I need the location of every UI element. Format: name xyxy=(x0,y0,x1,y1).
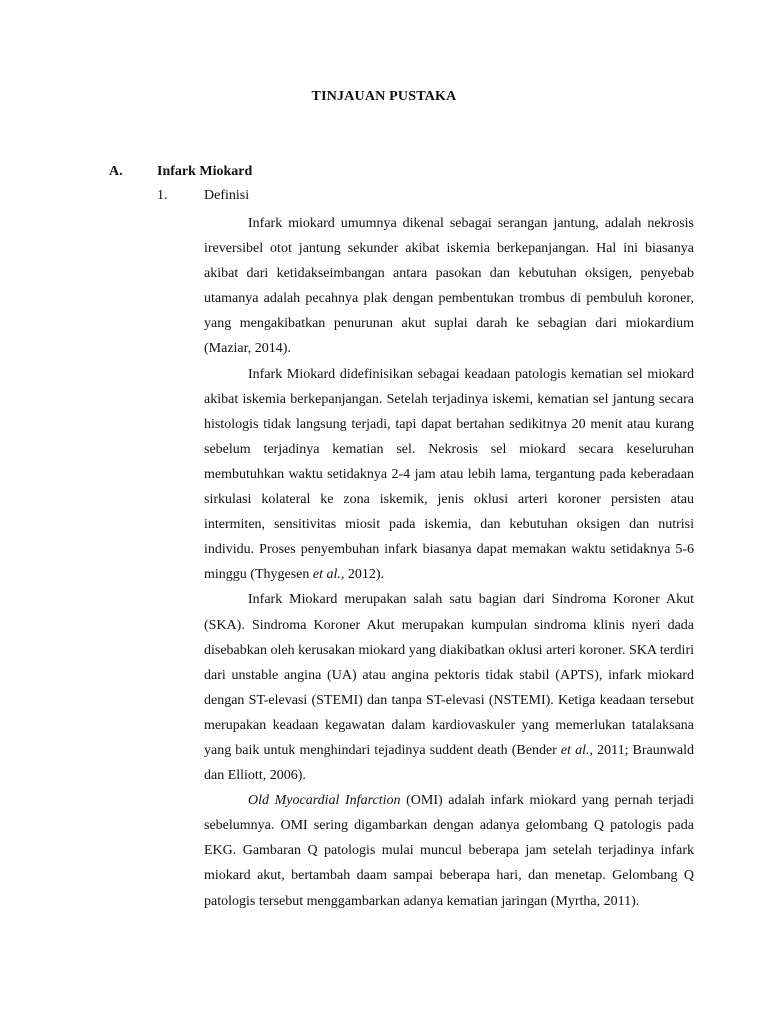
paragraph-omi xyxy=(204,788,694,913)
body-text xyxy=(204,211,694,914)
italic-term: Old Myocardial Infarction xyxy=(248,793,401,809)
paragraph-text: Infark Miokard didefinisikan sebagai keadaan patologis kematian sel miokard akibat iskemia berkepanjangan. Setelah terjadinya iskemi, kematian sel jantung secara histologis tidak langsung terjadi, tapi dapat bertahan sedikitnya 20 menit atau kurang sebelum terjadinya kematian sel. Nekrosis sel miokard secara keseluruhan membutuhkan waktu setidaknya 2-4 jam atau lebih lama, tergantung pada keberadaan sirkulasi kolateral ke zona iskemik, jenis oklusi arteri koroner persisten atau intermiten, sensitivitas miosit pada iskemia, dan kebutuhan oksigen dan nutrisi individu. Proses penyembuhan infark biasanya dapat memakan waktu setidaknya 5-6 minggu (Thygesen xyxy=(204,366,694,583)
section-letter: A. xyxy=(109,164,123,179)
page-title: TINJAUAN PUSTAKA xyxy=(311,89,457,104)
citation-et-al: et al., xyxy=(312,567,345,583)
paragraph-definition xyxy=(204,211,694,362)
paragraph-ska xyxy=(204,587,694,788)
subsection-heading: Definisi xyxy=(204,188,250,203)
paragraph-pathology xyxy=(204,362,694,588)
section-heading: Infark Miokard xyxy=(157,164,253,179)
paragraph-text: (OMI) adalah infark miokard yang pernah terjadi sebelumnya. OMI sering digambarkan dengan adanya gelombang Q patologis pada EKG. Gambaran Q patologis mulai muncul beberapa jam setelah terjadinya infark miokard akut, bertambah daam sampai beberapa hari, dan menetap. Gelombang Q patologis tersebut menggambarkan adanya kematian jaringan (Myrtha, 2011). xyxy=(204,793,694,909)
citation-et-al: et al., xyxy=(560,742,594,758)
paragraph-text: 2011; Braunwald dan Elliott, 2006). xyxy=(204,742,694,784)
paragraph-text: 2012). xyxy=(344,567,385,583)
paragraph-text: Infark miokard umumnya dikenal sebagai serangan jantung, adalah nekrosis ireversibel otot jantung sekunder akibat iskemia berkepanjangan. Hal ini biasanya akibat dari ketidakseimbangan antara pasokan dan kebutuhan oksigen, penyebab utamanya adalah pecahnya plak dengan pembentukan trombus di pembuluh koroner, yang mengakibatkan penurunan akut suplai darah ke sebagian dari miokardium (Maziar, 2014). xyxy=(204,216,694,357)
paragraph-text: Infark Miokard merupakan salah satu bagian dari Sindroma Koroner Akut (SKA). Sindroma Koroner Akut merupakan kumpulan sindroma klinis nyeri dada disebabkan oleh kerusakan miokard yang diakibatkan oklusi arteri koroner. SKA terdiri dari unstable angina (UA) atau angina pektoris tidak stabil (APTS), infark miokard dengan ST-elevasi (STEMI) dan tanpa ST-elevasi (NSTEMI). Ketiga keadaan tersebut merupakan keadaan kegawatan dalam kardiovaskuler yang memerlukan tatalaksana yang baik untuk menghindari tejadinya suddent death (Bender xyxy=(204,592,694,758)
subsection-number: 1. xyxy=(157,188,168,203)
